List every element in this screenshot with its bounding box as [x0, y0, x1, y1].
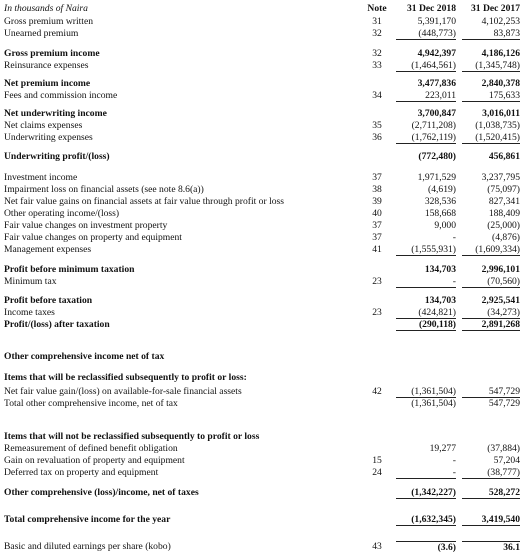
row-label: Unearned premium: [4, 28, 79, 39]
row-value-2017: 188,409: [488, 208, 520, 219]
row-value-2017: (1,520,415): [462, 132, 520, 144]
row-value-2017: (1,345,748): [462, 60, 520, 72]
row-value-2018: 5,391,170: [417, 16, 456, 27]
row-value-2018: (290,118): [396, 319, 456, 331]
row-label: Net fair value gain/(loss) on available-for-sale financial assets: [4, 386, 242, 397]
row-value-2017: 547,729: [462, 386, 520, 398]
statement-row: [0, 172, 526, 183]
row-note: 35: [372, 120, 382, 131]
row-value-2018: -: [452, 232, 456, 243]
row-value-2018: 3,700,847: [417, 108, 456, 119]
row-label: Net premium income: [4, 78, 91, 89]
row-value-2018: -: [396, 467, 456, 479]
row-value-2018: (2,711,208): [411, 120, 456, 131]
row-value-2017: (1,609,334): [462, 244, 520, 256]
statement-row: [0, 48, 526, 59]
row-note: 39: [372, 196, 382, 207]
statement-row: [0, 467, 526, 478]
statement-row: [0, 232, 526, 243]
row-value-2017: 4,102,253: [481, 16, 520, 27]
row-value-2018: 19,277: [429, 443, 456, 454]
row-value-2018: 158,668: [424, 208, 456, 219]
statement-row: [0, 398, 526, 409]
row-label: Other comprehensive income net of tax: [4, 351, 165, 362]
row-note: 32: [372, 28, 382, 39]
row-value-2018: (772,480): [418, 151, 456, 162]
year-2017-column-header: 31 Dec 2017: [470, 3, 520, 14]
year-2018-column-header: 31 Dec 2018: [406, 3, 456, 14]
row-note: 40: [372, 208, 382, 219]
row-value-2018: -: [396, 276, 456, 288]
row-value-2018: (1,361,504): [396, 386, 456, 398]
row-label: Basic and diluted earnings per share (kobo): [4, 541, 171, 552]
statement-row: [0, 90, 526, 101]
row-value-2018: 3,477,836: [417, 78, 456, 89]
row-value-2018: (4,619): [428, 184, 456, 195]
row-value-2017: 2,925,541: [481, 295, 520, 306]
row-label: Fair value changes on property and equipment: [4, 232, 182, 243]
row-note: 24: [372, 467, 382, 478]
statement-row: [0, 60, 526, 71]
row-value-2017: (25,000): [487, 220, 520, 231]
statement-row: [0, 132, 526, 143]
row-note: 43: [372, 541, 382, 552]
row-value-2018: 4,942,397: [417, 48, 456, 59]
row-note: 33: [372, 60, 382, 71]
row-label: Underwriting profit/(loss): [4, 151, 110, 162]
row-value-2018: (1,342,227): [396, 487, 456, 499]
row-label: Underwriting expenses: [4, 132, 93, 143]
row-value-2017: 2,996,101: [481, 264, 520, 275]
row-note: 37: [372, 232, 382, 243]
row-value-2017: (1,038,735): [475, 120, 520, 131]
note-column-header: Note: [367, 3, 387, 14]
header-row: [0, 3, 526, 14]
row-label: Other comprehensive (loss)/income, net of taxes: [4, 487, 199, 498]
row-value-2017: 827,341: [488, 196, 520, 207]
row-label: Total comprehensive income for the year: [4, 514, 171, 525]
row-label: Items that will be reclassified subsequently to profit or loss:: [4, 372, 247, 383]
statement-row: [0, 487, 526, 498]
row-label: Management expenses: [4, 244, 92, 255]
row-value-2018: 9,000: [434, 220, 456, 231]
row-label: Profit before taxation: [4, 295, 93, 306]
row-value-2017: (34,273): [462, 307, 520, 319]
row-label: Investment income: [4, 172, 78, 183]
statement-row: [0, 16, 526, 27]
row-value-2017: 547,729: [488, 398, 520, 409]
statement-row: [0, 28, 526, 39]
row-value-2017: 175,633: [462, 90, 520, 102]
statement-row: [0, 455, 526, 466]
currency-unit-label: In thousands of Naira: [4, 3, 88, 14]
row-label: Net fair value gains on financial assets at fair value through profit or loss: [4, 196, 284, 207]
row-label: Fair value changes on investment property: [4, 220, 168, 231]
row-value-2017: (4,876): [492, 232, 520, 243]
row-value-2017: (70,560): [462, 276, 520, 288]
statement-row: [0, 295, 526, 306]
row-note: 37: [372, 220, 382, 231]
statement-row: [0, 196, 526, 207]
row-value-2018: (424,821): [396, 307, 456, 319]
statement-row: [0, 443, 526, 454]
row-label: Income taxes: [4, 307, 55, 318]
row-label: Net claims expenses: [4, 120, 83, 131]
row-note: 23: [372, 307, 382, 318]
statement-row: [0, 151, 526, 162]
row-note: 32: [372, 48, 382, 59]
statement-row: [0, 78, 526, 89]
row-value-2017: 4,186,126: [481, 48, 520, 59]
row-value-2018: 134,703: [424, 264, 456, 275]
statement-row: [0, 514, 526, 525]
row-label: Deferred tax on property and equipment: [4, 467, 159, 478]
row-label: Minimum tax: [4, 276, 57, 287]
row-label: Gross premium income: [4, 48, 100, 59]
row-value-2018: (1,632,345): [396, 514, 456, 526]
row-value-2017: 3,419,540: [462, 514, 520, 526]
statement-row: [0, 108, 526, 119]
row-value-2018: (3.6): [396, 541, 456, 553]
section-heading: [0, 351, 526, 362]
row-value-2018: (1,361,504): [411, 398, 456, 409]
statement-row: [0, 244, 526, 255]
row-note: 34: [372, 90, 382, 101]
row-label: Fees and commission income: [4, 90, 118, 101]
row-note: 42: [372, 386, 382, 397]
row-value-2017: 2,840,378: [481, 78, 520, 89]
row-value-2018: 223,011: [396, 90, 456, 102]
row-value-2018: 1,971,529: [417, 172, 456, 183]
row-note: 31: [372, 16, 382, 27]
row-value-2017: 456,861: [488, 151, 520, 162]
row-value-2018: (448,773): [396, 28, 456, 40]
row-note: 38: [372, 184, 382, 195]
row-value-2017: 2,891,268: [462, 319, 520, 331]
row-value-2018: (1,464,561): [396, 60, 456, 72]
statement-row: [0, 541, 526, 552]
row-label: Reinsurance expenses: [4, 60, 89, 71]
row-label: Items that will not be reclassified subsequently to profit or loss: [4, 431, 260, 442]
row-note: 37: [372, 172, 382, 183]
row-value-2018: 328,536: [424, 196, 456, 207]
row-value-2017: 36.1: [462, 541, 520, 553]
row-value-2017: (38,777): [462, 467, 520, 479]
row-value-2018: (1,762,119): [396, 132, 456, 144]
row-label: Other operating income/(loss): [4, 208, 120, 219]
row-value-2017: 3,016,011: [482, 108, 520, 119]
row-value-2018: 134,703: [424, 295, 456, 306]
row-label: Total other comprehensive income, net of tax: [4, 398, 178, 409]
row-note: 36: [372, 132, 382, 143]
statement-row: [0, 319, 526, 330]
statement-row: [0, 120, 526, 131]
section-heading: [0, 372, 526, 383]
row-note: 41: [372, 244, 382, 255]
row-label: Net underwriting income: [4, 108, 107, 119]
row-value-2017: 57,204: [493, 455, 520, 466]
row-value-2017: 528,272: [462, 487, 520, 499]
row-value-2018: (1,555,931): [396, 244, 456, 256]
row-value-2018: -: [452, 455, 456, 466]
row-value-2017: 3,237,795: [481, 172, 520, 183]
row-label: Gross premium written: [4, 16, 93, 27]
statement-row: [0, 307, 526, 318]
section-heading: [0, 431, 526, 442]
statement-row: [0, 184, 526, 195]
statement-row: [0, 386, 526, 397]
statement-row: [0, 276, 526, 287]
row-label: Profit/(loss) after taxation: [4, 319, 110, 330]
row-value-2017: (37,884): [487, 443, 520, 454]
statement-row: [0, 220, 526, 231]
row-label: Impairment loss on financial assets (see note 8.6(a)): [4, 184, 204, 195]
row-label: Gain on revaluation of property and equipment: [4, 455, 185, 466]
row-value-2017: 83,873: [462, 28, 520, 40]
row-value-2017: (75,097): [487, 184, 520, 195]
statement-row: [0, 208, 526, 219]
row-note: 23: [372, 276, 382, 287]
row-label: Remeasurement of defined benefit obligation: [4, 443, 178, 454]
row-label: Profit before minimum taxation: [4, 264, 135, 275]
row-note: 15: [372, 455, 382, 466]
statement-row: [0, 264, 526, 275]
